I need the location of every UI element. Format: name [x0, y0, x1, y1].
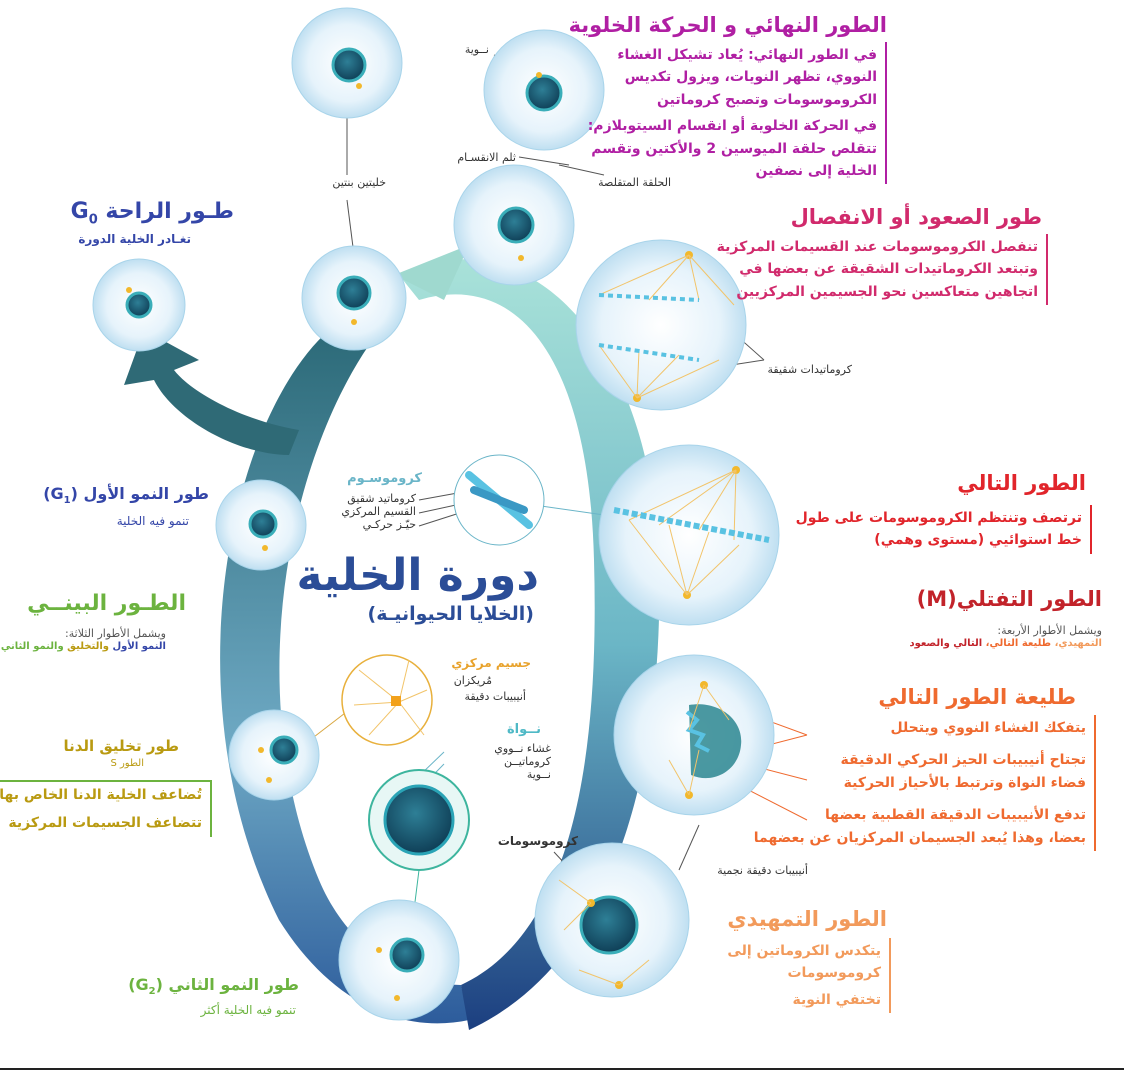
- telophase-line-1: في الطور النهائي: يُعاد تشيكل الغشاء: [618, 47, 878, 63]
- mitotic-symbol: (M): [917, 587, 958, 611]
- prometaphase-line-1: يتفكك الغشاء النووي ويتحلل: [891, 720, 1087, 736]
- interphase-item-2: والتخليق: [68, 641, 111, 652]
- cell-daughter-bottom: [303, 246, 407, 350]
- metaphase-line-1: ترتصف وتنتظم الكروموسومات على طول: [796, 510, 1083, 526]
- label-nucleolus: نــوية: [465, 43, 490, 56]
- s-phase-box: [0, 780, 213, 837]
- g2-title-text: طور النمو الثاني: [169, 975, 300, 994]
- cell-telophase-bottom: [455, 165, 575, 285]
- label-cleavage-furrow: ثلم الانقسـام: [458, 151, 517, 164]
- center-title: دورة الخلية: [297, 550, 540, 601]
- mitotic-items: [910, 638, 1103, 651]
- s-phase-sub: الطور S: [111, 758, 145, 769]
- interphase-desc: ويشمل الأطوار الثلاثة:: [66, 627, 167, 640]
- prophase-line-3: تختفي النوية: [793, 991, 882, 1008]
- g1-title: [44, 484, 210, 508]
- mitotic-item-2: طليعة التالي،: [986, 638, 1053, 649]
- cell-metaphase: [600, 445, 780, 625]
- s-phase-line-1: تُضاعف الخلية الدنا الخاص بها: [0, 787, 203, 803]
- prometaphase-line-4: تدفع الأنيبيبات الدقيقة القطبية بعضها: [826, 807, 1087, 824]
- interphase-item-1: النمو الأول: [113, 641, 167, 652]
- prophase-title: الطور التمهيدي: [728, 907, 888, 931]
- centrosome-title: جسيم مركزي: [452, 656, 532, 670]
- mitotic-item-1: التمهيدي،: [1055, 638, 1103, 649]
- chromosome-label-2: القسيم المركزي: [342, 505, 417, 518]
- telophase-line-5: تتقلص حلقة الميوسين 2 والأكتين وتقسم: [592, 140, 878, 157]
- s-phase-line-2: تتضاعف الجسيمات المركزية: [9, 815, 203, 832]
- telophase-line-6: الخلية إلى نصفين: [756, 162, 878, 179]
- centrosome-label-2: أنيبيبات دقيقة: [465, 690, 527, 703]
- centrosome-label-1: مُريكزان: [454, 674, 493, 687]
- label-two-cells: خليتين بنتين: [333, 176, 387, 189]
- prometaphase-box: [747, 715, 1097, 851]
- g0-symbol: G: [71, 199, 90, 224]
- metaphase-title: الطور التالي: [958, 471, 1087, 495]
- prophase-line-1: يتكدس الكروماتين إلى: [728, 943, 882, 959]
- cell-g1: [217, 480, 307, 570]
- label-sister-chromatids: كروماتيدات شقيقة: [768, 363, 853, 376]
- g0-desc: تغـادر الخلية الدورة: [79, 232, 192, 246]
- prophase-box: [720, 938, 892, 1013]
- telophase-box: [581, 42, 888, 184]
- g0-title-text: طـور الراحة: [106, 199, 235, 224]
- mitotic-desc: ويشمل الأطوار الأربعة:: [998, 624, 1103, 637]
- g2-desc: تنمو فيه الخلية أكثر: [201, 1003, 297, 1017]
- telophase-line-4: في الحركة الخلوية أو انقسام السيتوبلازم:: [588, 118, 878, 135]
- g2-title: [129, 975, 300, 999]
- anaphase-line-2: وتبتعد الكروماتيدات الشقيقة عن بعضها في: [740, 261, 1039, 278]
- mitotic-item-3: التالي والصعود: [910, 638, 984, 649]
- anaphase-box: [710, 234, 1049, 305]
- prometaphase-line-3: فضاء النواة وترتبط بالأحياز الحركية: [844, 774, 1087, 791]
- g0-title: [72, 198, 235, 229]
- center-subtitle: (الخلايا الحيوانيـة): [368, 603, 535, 625]
- interphase-items: [2, 641, 167, 654]
- cell-daughter-top: [293, 8, 403, 118]
- g1-symbol: $(G_1)$: [44, 484, 79, 507]
- anaphase-line-1: تنفصل الكروموسومات عند القسيمات المركزية: [717, 239, 1039, 255]
- label-chromosomes: كروموسومات: [498, 834, 579, 848]
- label-astral-microtubules: أنيبيبات دقيقة نجمية: [718, 864, 809, 877]
- interphase-item-3: والنمو الثاني: [1, 641, 65, 652]
- nucleus-title: نــواة: [507, 722, 542, 737]
- g1-desc: تنمو فيه الخلية: [117, 514, 190, 528]
- metaphase-line-2: خط استوائيي (مستوى وهمي): [875, 532, 1083, 549]
- cell-prophase: [536, 843, 690, 997]
- mitotic-title: [918, 586, 1103, 612]
- telophase-line-2: النووي، تظهر النويات، ويزول تكديس: [625, 69, 878, 86]
- g2-symbol: $(G_2)$: [129, 975, 164, 998]
- telophase-title: الطور النهائي و الحركة الخلوية: [569, 13, 888, 37]
- cell-g0: [94, 259, 186, 351]
- anaphase-title: طور الصعود أو الانفصال: [791, 205, 1043, 229]
- nucleus-label-2: كروماتيــن: [504, 755, 552, 768]
- anaphase-line-3: اتجاهين متعاكسين نحو الجسيمين المركزيين: [737, 283, 1039, 300]
- s-phase-title: طور تخليق الدنا: [64, 737, 180, 755]
- bottom-border: [0, 1068, 1125, 1070]
- prometaphase-line-2: تجتاح أنيبيبات الحيز الحركي الدقيقة: [841, 752, 1087, 769]
- cell-s: [230, 710, 320, 800]
- chromosome-label-1: كروماتيد شقيق: [348, 492, 417, 505]
- label-contractile-ring: الحلقة المتقلصة: [599, 176, 672, 189]
- chromosome-label-3: حيّـز حركـي: [363, 518, 417, 531]
- interphase-title: الطـور البينــي: [28, 591, 187, 616]
- metaphase-box: [789, 505, 1093, 554]
- cell-g2: [340, 900, 460, 1020]
- chromosome-icon: [455, 455, 545, 545]
- g0-sub: 0: [89, 212, 99, 228]
- centrosome-icon: [343, 655, 433, 745]
- nucleus-label-1: غشاء نــووي: [495, 742, 552, 755]
- prometaphase-line-5: بعضا، وهذا يُبعد الجسيمان المركزيان عن بعضهما: [754, 829, 1087, 846]
- prophase-line-2: كروموسومات: [788, 965, 882, 982]
- nucleus-icon: [370, 770, 470, 870]
- chromosome-title: كروموسـوم: [348, 471, 423, 486]
- telophase-line-3: الكروموسومات وتصبح كروماتين: [658, 91, 878, 108]
- g1-title-text: طور النمو الأول: [84, 484, 210, 503]
- nucleus-label-3: نــوية: [527, 768, 552, 781]
- mitotic-title-text: الطور التفتلي: [957, 587, 1103, 611]
- prometaphase-title: طليعة الطور التالي: [879, 685, 1077, 709]
